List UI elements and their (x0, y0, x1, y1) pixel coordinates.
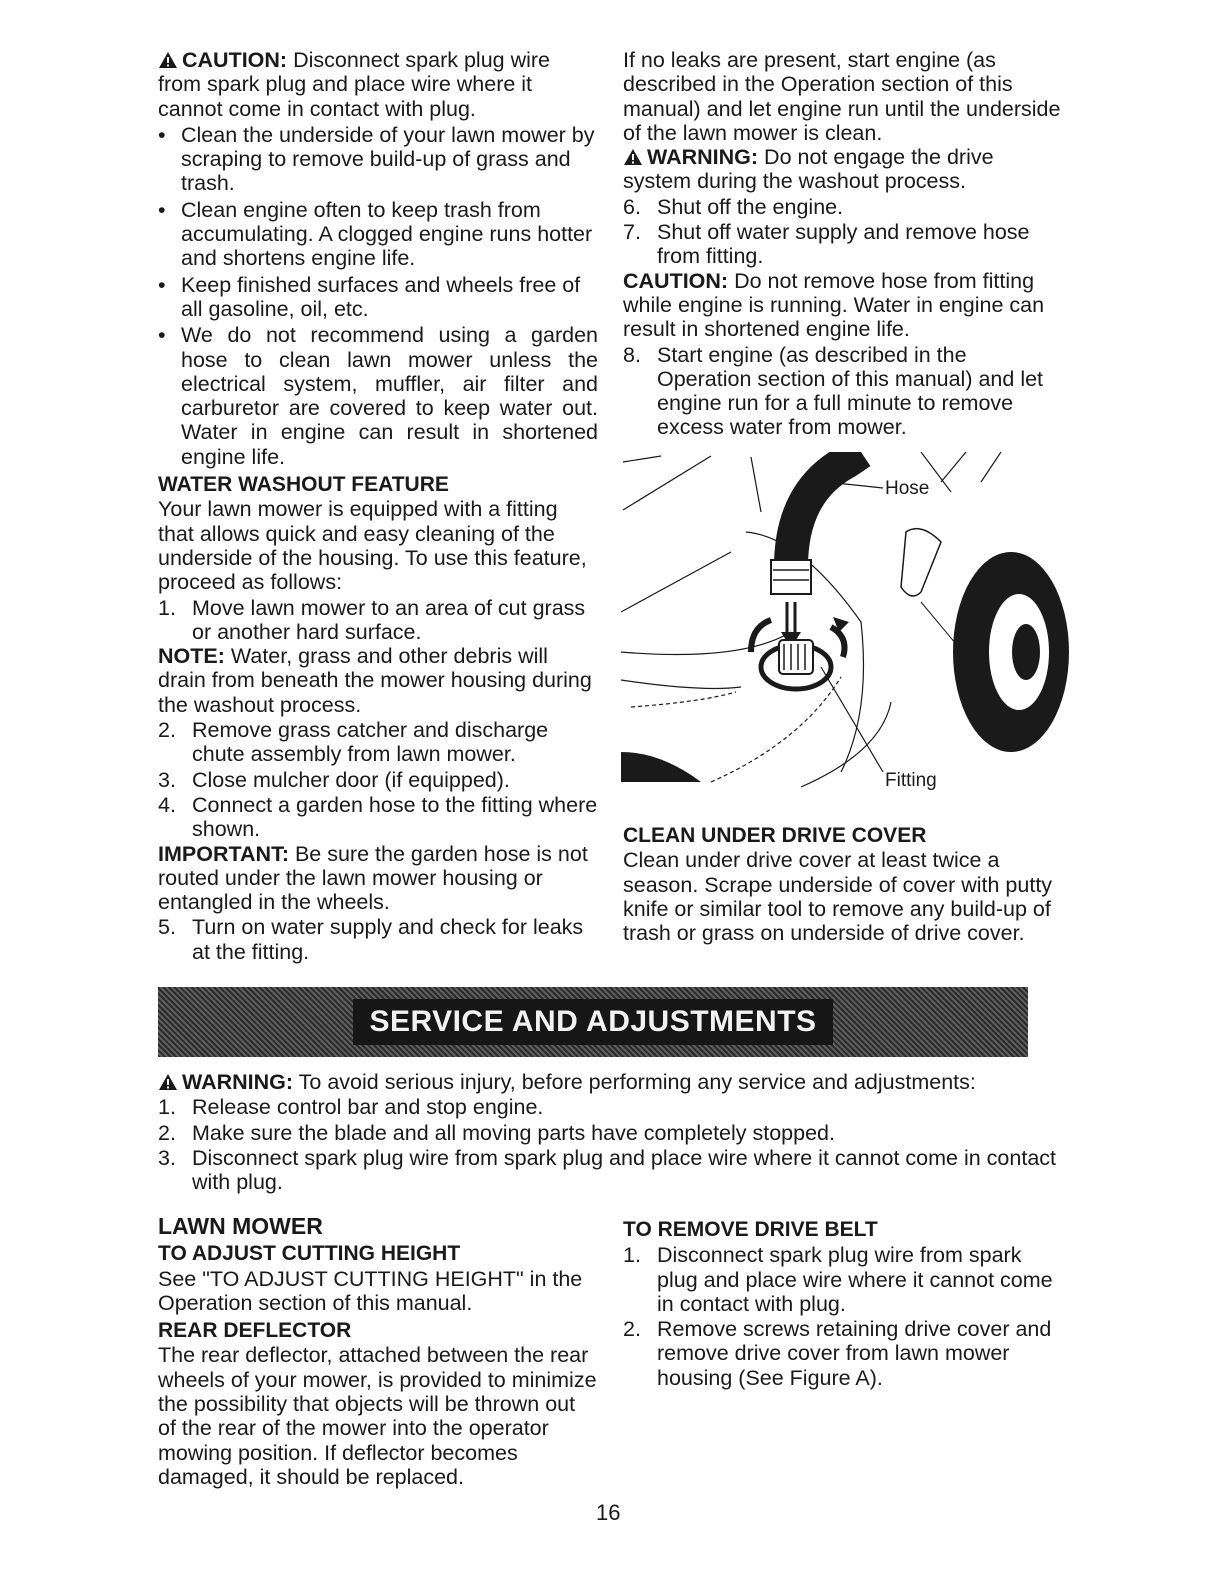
bullet-item: • Keep finished surfaces and wheels free of all gasoline, oil, etc. (158, 272, 581, 321)
step-item: 1. Release control bar and stop engine. (158, 1095, 544, 1120)
step-item: 1. Move lawn mower to an area of cut grass or another hard surface. (158, 595, 586, 644)
hose-label: Hose (885, 478, 930, 499)
drive-belt-section (623, 1218, 1063, 1390)
drive-cover-text: Clean under drive cover at least twice a season. Scrape underside of cover with putty knife or similar tool to remove any build-up of trash or grass on underside of drive cover. (623, 848, 1053, 946)
lawn-mower-section (158, 1214, 598, 1489)
step-item: 8. Start engine (as described in the Operation section of this manual) and let engine run for a full minute to remove excess water from mower. (623, 342, 1044, 440)
bullet-item: • We do not recommend using a garden hose to clean lawn mower unless the electrical system, muffler, air filter and carburetor are covered to keep water out. Water in engine can result in shortened engine life. (158, 323, 598, 469)
washout-intro: Your lawn mower is equipped with a fitting that allows quick and easy cleaning of the underside of the housing. To use this feature, proceed as follows: (158, 497, 587, 595)
cutting-height-text: See "TO ADJUST CUTTING HEIGHT" in the Operation section of this manual. (158, 1266, 583, 1315)
drive-cover-section (623, 824, 1063, 945)
bullet-item: • Clean the underside of your lawn mower by scraping to remove build-up of grass and trash. (158, 122, 595, 196)
right-column (623, 48, 1063, 440)
caution-paragraph: CAUTION: Do not remove hose from fitting while engine is running. Water in engine can result in shortened engine life. (623, 268, 1045, 342)
step-item: 3. Close mulcher door (if equipped). (158, 767, 510, 792)
left-column (158, 48, 598, 964)
drive-belt-heading: TO REMOVE DRIVE BELT (623, 1218, 878, 1241)
caution-paragraph: CAUTION: Disconnect spark plug wire from spark plug and place wire where it cannot come in contact with plug. (158, 48, 551, 121)
banner-title: SERVICE AND ADJUSTMENTS (353, 999, 832, 1045)
washout-heading: WATER WASHOUT FEATURE (158, 473, 449, 497)
bullet-item: • Clean engine often to keep trash from accumulating. A clogged engine runs hotter and shortens engine life. (158, 197, 593, 271)
drive-cover-heading: CLEAN UNDER DRIVE COVER (623, 824, 927, 847)
section-banner (158, 987, 1028, 1057)
warning-paragraph: WARNING: Do not engage the drive system during the washout process. (623, 145, 994, 194)
important-paragraph: IMPORTANT: Be sure the garden hose is not routed under the lawn mower housing or entangled in the wheels. (158, 841, 588, 915)
caution-label: CAUTION: (158, 48, 287, 72)
lawn-mower-heading: LAWN MOWER (158, 1213, 323, 1239)
rear-deflector-text: The rear deflector, attached between the rear wheels of your mower, is provided to minimize the possibility that objects will be thrown out of the rear of the mower into the operator mowing position. If deflector becomes damaged, it should be replaced. (158, 1343, 597, 1489)
washout-figure (621, 452, 1071, 822)
hose-fitting-illustration (621, 452, 1071, 822)
note-paragraph: NOTE: Water, grass and other debris will drain from beneath the mower housing during the washout process. (158, 644, 592, 717)
fitting-label: Fitting (885, 770, 937, 791)
rear-deflector-heading: REAR DEFLECTOR (158, 1319, 352, 1343)
step-item: 5. Turn on water supply and check for leaks at the fitting. (158, 915, 584, 964)
warning-triangle-icon (158, 1073, 178, 1091)
warning-triangle-icon (623, 148, 643, 166)
service-warning: WARNING: To avoid serious injury, before performing any service and adjustments: 1. Release control bar and stop engine. 2. Make sure the blade and all moving parts have completely stopped. 3. Disconnect spark plug wire from spark plug and place wire where it cannot come in contact with plug. (158, 1070, 1056, 1195)
step-item: 4. Connect a garden hose to the fitting where shown. (158, 792, 598, 842)
step-item: 3. Disconnect spark plug wire from spark plug and place wire where it cannot come in contact with plug. (158, 1145, 1056, 1195)
step-item: 2. Make sure the blade and all moving parts have completely stopped. (158, 1120, 835, 1145)
page-number: 16 (596, 1500, 621, 1525)
step-item: 2. Remove grass catcher and discharge chute assembly from lawn mower. (158, 718, 549, 767)
step-item: 6. Shut off the engine. (623, 194, 844, 219)
step-item: 2. Remove screws retaining drive cover and remove drive cover from lawn mower housing (See Figure A). (623, 1317, 1052, 1390)
cutting-height-heading: TO ADJUST CUTTING HEIGHT (158, 1242, 461, 1266)
washout-continue: If no leaks are present, start engine (as described in the Operation section of this manual) and let engine run until the underside of the lawn mower is clean. (623, 48, 1061, 145)
warning-triangle-icon (158, 51, 178, 69)
step-item: 1. Disconnect spark plug wire from spark plug and place wire where it cannot come in contact with plug. (623, 1243, 1053, 1316)
step-item: 7. Shut off water supply and remove hose from fitting. (623, 220, 1030, 269)
